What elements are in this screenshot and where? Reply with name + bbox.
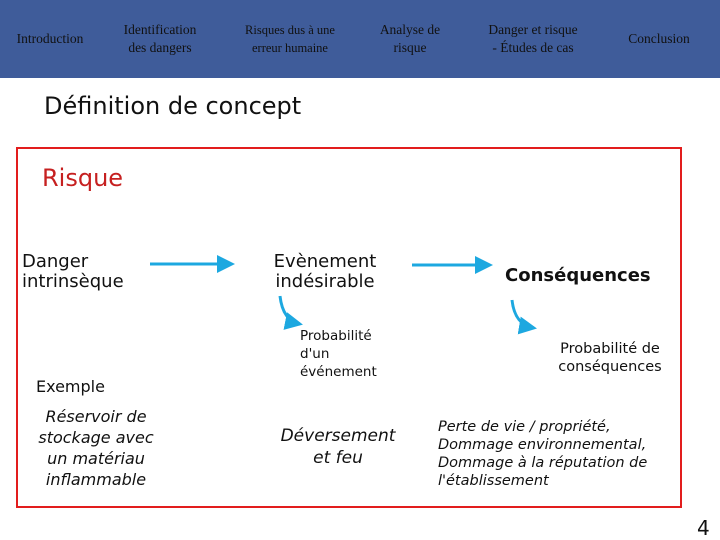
example-label: Exemple bbox=[36, 377, 105, 396]
example-consequences-text: Perte de vie / propriété, Dommage environnemental, Dommage à la réputation de l'établissement bbox=[438, 419, 648, 489]
probability-event-label: Probabilité d'un événement bbox=[300, 328, 377, 380]
nav-item-risk-analysis[interactable]: Analyse de risque bbox=[379, 22, 441, 55]
nav-item-introduction[interactable]: Introduction bbox=[16, 31, 84, 46]
curved-arrow-probability-consequences bbox=[512, 300, 534, 328]
consequences-label: Conséquences bbox=[505, 265, 651, 286]
curved-arrow-probability-event bbox=[280, 296, 300, 324]
section-title: Définition de concept bbox=[44, 92, 302, 120]
example-event-text: Déversement et feu bbox=[280, 426, 396, 468]
risk-title: Risque bbox=[42, 164, 124, 192]
event-label: Evènement indésirable bbox=[273, 251, 377, 292]
example-danger-text: Réservoir de stockage avec un matériau inflammable bbox=[38, 407, 154, 489]
nav-item-case-studies[interactable]: Danger et risque - Études de cas bbox=[488, 22, 578, 55]
nav-item-identification[interactable]: Identification des dangers bbox=[123, 22, 197, 55]
nav-item-human-error[interactable]: Risques dus à une erreur humaine bbox=[245, 23, 335, 55]
danger-label: Danger intrinsèque bbox=[22, 251, 124, 292]
nav-item-conclusion[interactable]: Conclusion bbox=[628, 31, 690, 46]
probability-consequences-label: Probabilité de conséquences bbox=[558, 341, 662, 375]
page-number: 4 bbox=[697, 516, 710, 540]
